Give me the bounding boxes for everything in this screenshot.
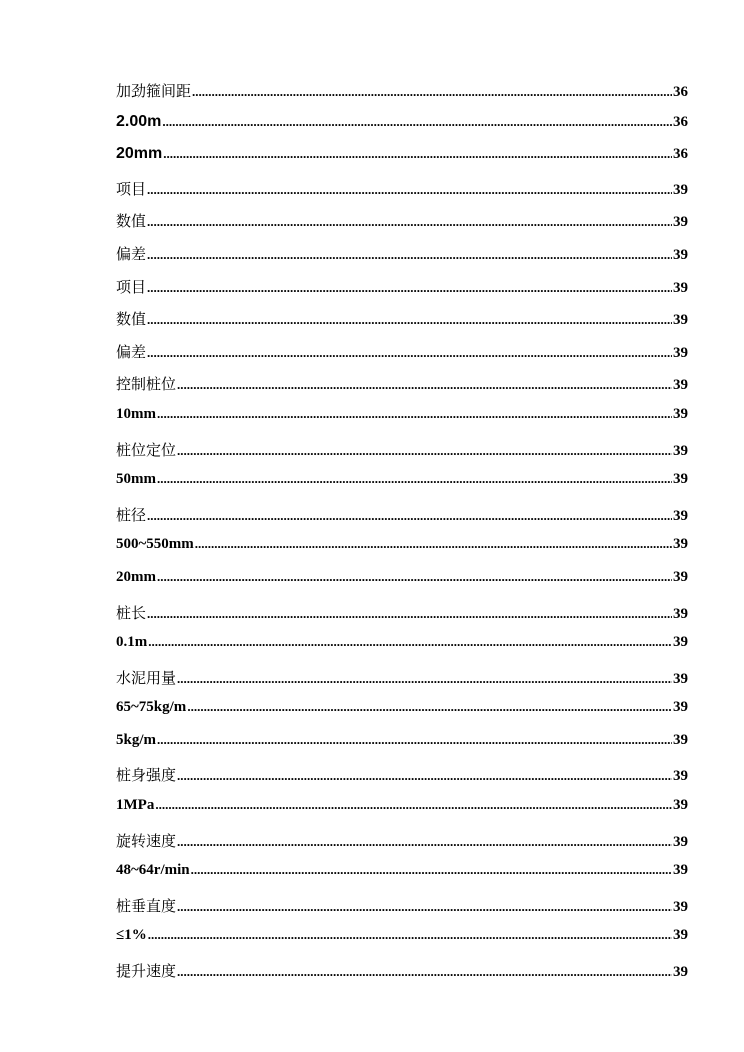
toc-entry[interactable]	[116, 862, 688, 895]
toc-dot-leader	[162, 114, 672, 130]
toc-entry[interactable]	[116, 243, 688, 276]
toc-entry[interactable]	[116, 373, 688, 406]
toc-entry[interactable]	[116, 439, 688, 472]
toc-entry-page-number: 39	[673, 312, 688, 329]
toc-entry-page-number: 39	[673, 214, 688, 231]
toc-entry[interactable]	[116, 569, 688, 602]
toc-entry[interactable]	[116, 699, 688, 732]
toc-dot-leader	[147, 182, 672, 198]
toc-entry[interactable]	[116, 406, 688, 439]
toc-entry-label: 20mm	[116, 568, 156, 585]
toc-entry-page-number: 39	[673, 246, 688, 263]
toc-entry-page-number: 39	[673, 536, 688, 553]
toc-entry-page-number: 39	[673, 568, 688, 585]
toc-entry-page-number: 39	[673, 797, 688, 814]
toc-entry-page-number: 39	[673, 279, 688, 296]
toc-entry-label: 65~75kg/m	[116, 699, 187, 716]
toc-entry[interactable]	[116, 113, 688, 146]
toc-dot-leader	[177, 899, 672, 915]
toc-entry-page-number: 36	[673, 113, 688, 130]
toc-entry[interactable]	[116, 80, 688, 113]
toc-entry-label: 偏差	[116, 342, 147, 361]
toc-entry[interactable]	[116, 210, 688, 243]
toc-entry-page-number: 39	[673, 927, 688, 944]
toc-entry-page-number: 39	[673, 670, 688, 687]
toc-entry-page-number: 39	[673, 731, 688, 748]
toc-entry-page-number: 39	[673, 405, 688, 422]
toc-dot-leader	[148, 634, 672, 650]
toc-entry[interactable]	[116, 602, 688, 635]
toc-entry-label: 2.00m	[116, 112, 162, 130]
toc-entry[interactable]	[116, 536, 688, 569]
toc-entry[interactable]	[116, 276, 688, 309]
toc-entry-page-number: 39	[673, 964, 688, 981]
toc-dot-leader	[147, 508, 672, 524]
toc-dot-leader	[177, 443, 672, 459]
toc-dot-leader	[177, 964, 672, 980]
toc-entry-label: 500~550mm	[116, 536, 194, 553]
toc-entry-label: 数值	[116, 310, 147, 329]
toc-entry-label: 10mm	[116, 405, 156, 422]
toc-entry-label: 偏差	[116, 244, 147, 263]
toc-dot-leader	[163, 146, 672, 162]
toc-dot-leader	[195, 536, 672, 552]
toc-entry-label: 桩位定位	[116, 440, 177, 459]
toc-dot-leader	[147, 214, 672, 230]
toc-dot-leader	[157, 406, 672, 422]
toc-entry-label: 数值	[116, 212, 147, 231]
toc-dot-leader	[157, 732, 672, 748]
toc-entry-page-number: 39	[673, 377, 688, 394]
toc-entry-label: 桩身强度	[116, 766, 177, 785]
toc-entry-label: 加劲箍间距	[116, 82, 192, 100]
toc-entry[interactable]	[116, 341, 688, 374]
toc-dot-leader	[191, 862, 672, 878]
toc-entry-label: 5kg/m	[116, 731, 157, 748]
toc-entry[interactable]	[116, 145, 688, 178]
toc-entry[interactable]	[116, 797, 688, 830]
toc-dot-leader	[147, 280, 672, 296]
toc-entry-label: 1MPa	[116, 797, 155, 814]
toc-entry-label: 水泥用量	[116, 668, 177, 687]
toc-entry-label: 项目	[116, 179, 147, 198]
toc-dot-leader	[177, 377, 672, 393]
toc-dot-leader	[157, 471, 672, 487]
toc-dot-leader	[187, 699, 672, 715]
toc-entry[interactable]	[116, 927, 688, 960]
toc-dot-leader	[147, 606, 672, 622]
toc-entry-label: 20mm	[116, 145, 163, 163]
toc-dot-leader	[147, 312, 672, 328]
toc-entry-page-number: 39	[673, 634, 688, 651]
toc-entry-page-number: 39	[673, 344, 688, 361]
toc-entry[interactable]	[116, 732, 688, 765]
toc-entry-page-number: 39	[673, 898, 688, 915]
toc-entry-label: 旋转速度	[116, 831, 177, 850]
toc-entry[interactable]	[116, 895, 688, 928]
toc-dot-leader	[177, 768, 672, 784]
toc-entry-label: ≤1%	[116, 927, 147, 944]
toc-dot-leader	[147, 345, 672, 361]
toc-entry[interactable]	[116, 504, 688, 537]
toc-entry-page-number: 39	[673, 605, 688, 622]
toc-entry-page-number: 36	[673, 84, 688, 100]
toc-entry-page-number: 39	[673, 471, 688, 488]
toc-dot-leader	[177, 671, 672, 687]
toc-dot-leader	[192, 84, 672, 100]
toc-entry[interactable]	[116, 178, 688, 211]
toc-entry-label: 0.1m	[116, 634, 148, 651]
toc-dot-leader	[177, 834, 672, 850]
toc-dot-leader	[148, 927, 672, 943]
toc-entry-page-number: 39	[673, 862, 688, 879]
toc-entry-page-number: 39	[673, 507, 688, 524]
toc-dot-leader	[147, 247, 672, 263]
toc-entry[interactable]	[116, 471, 688, 504]
toc-entry-label: 桩长	[116, 603, 147, 622]
toc-dot-leader	[157, 569, 672, 585]
toc-entry-page-number: 39	[673, 699, 688, 716]
toc-entry[interactable]	[116, 308, 688, 341]
toc-entry-page-number: 39	[673, 768, 688, 785]
toc-entry[interactable]	[116, 960, 688, 993]
toc-dot-leader	[155, 797, 672, 813]
toc-entry-label: 桩垂直度	[116, 896, 177, 915]
toc-entry-label: 桩径	[116, 505, 147, 524]
toc-entry-page-number: 36	[673, 146, 688, 163]
table-of-contents	[116, 80, 688, 993]
toc-entry-page-number: 39	[673, 181, 688, 198]
toc-entry[interactable]	[116, 830, 688, 863]
toc-entry-label: 项目	[116, 277, 147, 296]
toc-entry-label: 48~64r/min	[116, 862, 190, 879]
toc-entry[interactable]	[116, 764, 688, 797]
toc-entry-label: 控制桩位	[116, 375, 177, 394]
toc-entry-page-number: 39	[673, 833, 688, 850]
toc-entry-label: 50mm	[116, 471, 156, 488]
toc-entry[interactable]	[116, 667, 688, 700]
toc-entry[interactable]	[116, 634, 688, 667]
toc-entry-page-number: 39	[673, 442, 688, 459]
toc-entry-label: 提升速度	[116, 962, 177, 981]
